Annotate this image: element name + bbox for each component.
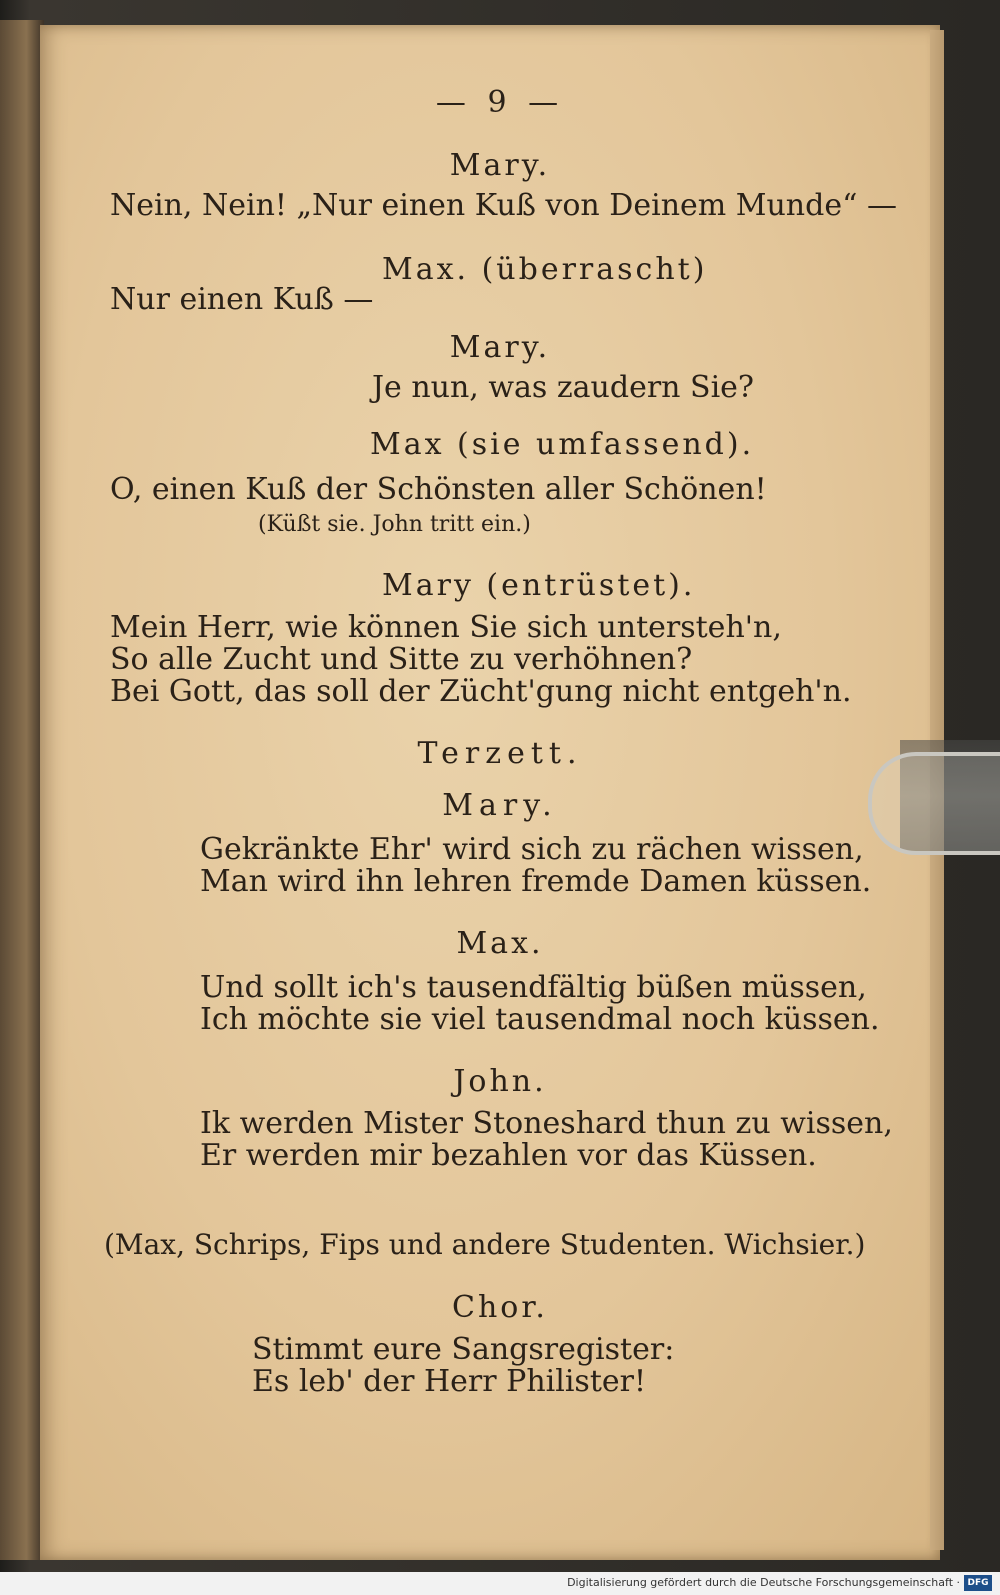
dfg-logo-icon: DFG <box>964 1575 992 1591</box>
verse-max-2: O, einen Kuß der Schönsten aller Schönen! <box>110 472 767 507</box>
verse-max-3-1: Und sollt ich's tausendfältig büßen müssen, <box>200 970 867 1005</box>
verse-mary-4-1: Gekränkte Ehr' wird sich zu rächen wissen, <box>200 832 864 867</box>
page-number: — 9 — <box>435 85 565 120</box>
speaker-mary-2: Mary. <box>449 330 551 365</box>
speaker-mary-4: Mary. <box>442 788 558 823</box>
verse-mary-3-3: Bei Gott, das soll der Zücht'gung nicht entgeh'n. <box>110 674 852 709</box>
verse-john-1-2: Er werden mir bezahlen vor das Küssen. <box>200 1138 817 1173</box>
verse-chor-2: Es leb' der Herr Philister! <box>252 1364 647 1399</box>
speaker-mary-3: Mary (entrüstet). <box>382 568 696 603</box>
verse-chor-1: Stimmt eure Sangsregister: <box>252 1332 675 1367</box>
verse-mary-2: Je nun, was zaudern Sie? <box>372 370 755 405</box>
speaker-john-1: John. <box>453 1064 547 1099</box>
speaker-chor: Chor. <box>452 1290 548 1325</box>
verse-max-3-2: Ich möchte sie viel tausendmal noch küssen. <box>200 1002 880 1037</box>
verse-mary-4-2: Man wird ihn lehren fremde Damen küssen. <box>200 864 872 899</box>
speaker-max-2: Max (sie umfassend). <box>370 427 755 462</box>
verse-mary-3-2: So alle Zucht und Sitte zu verhöhnen? <box>110 642 693 677</box>
stage-direction-2: (Max, Schrips, Fips und andere Studenten. Wichsier.) <box>104 1228 866 1261</box>
stage-direction-1: (Küßt sie. John tritt ein.) <box>258 512 531 537</box>
verse-mary-1: Nein, Nein! „Nur einen Kuß von Deinem Munde“ — <box>110 188 897 223</box>
footer-credit: Digitalisierung gefördert durch die Deutsche Forschungsgemeinschaft · <box>567 1576 960 1589</box>
verse-max-1: Nur einen Kuß — <box>110 282 374 317</box>
speaker-mary-1: Mary. <box>449 148 551 183</box>
digitization-footer <box>0 1572 1000 1595</box>
verse-john-1-1: Ik werden Mister Stoneshard thun zu wissen, <box>200 1106 893 1141</box>
speaker-max-3: Max. <box>456 926 544 961</box>
speaker-max-1: Max. (überrascht) <box>382 252 708 287</box>
section-terzett: Terzett. <box>417 736 583 771</box>
verse-mary-3-1: Mein Herr, wie können Sie sich untersteh'n, <box>110 610 782 645</box>
